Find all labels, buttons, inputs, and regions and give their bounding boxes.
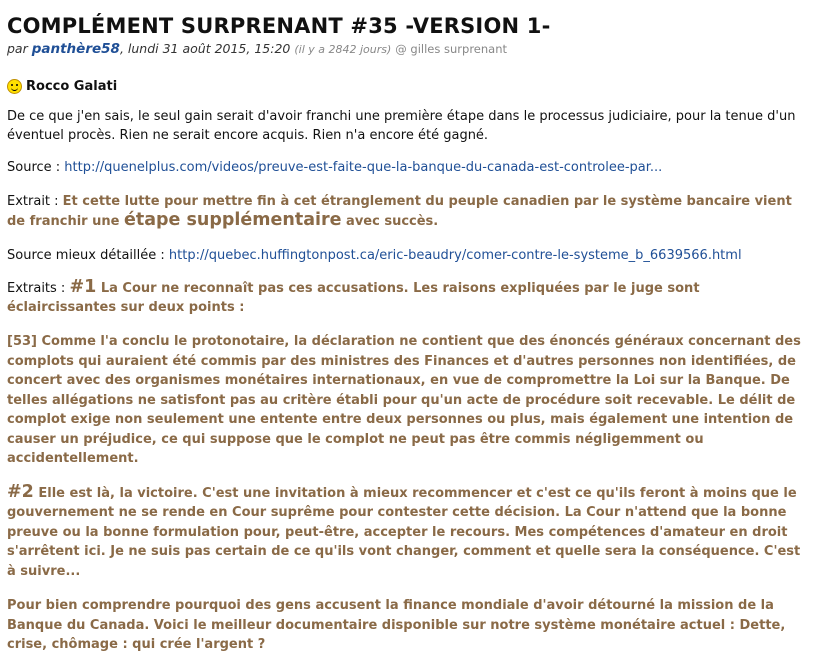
source-label: Source : bbox=[7, 160, 65, 175]
post-age: (il y a 2842 jours) bbox=[294, 43, 392, 56]
extraits-label: Extraits : bbox=[7, 281, 70, 296]
victory-text: Elle est là, la victoire. C'est une invitation à mieux recommencer et c'est ce qu'ils feront à moins que le gouvernement ne se rende en Cour suprême pour contester cette décision. La Cour n'attend que la bonne preuve ou la bonne formulation pour, peut-être, accepter le recours. Mes compétences d'amateur en droit s'arrêtent ici. Je ne suis pas certain de ce qu'ils vont changer, comment et quelle sera la conséquence. C'est à suivre... bbox=[7, 485, 801, 579]
smiley-icon bbox=[7, 79, 22, 94]
source2-label: Source mieux détaillée : bbox=[7, 248, 169, 263]
post-title: COMPLÉMENT SURPRENANT #35 -VERSION 1- bbox=[7, 14, 551, 38]
extrait-line bbox=[7, 192, 805, 231]
extrait-highlight: étape supplémentaire bbox=[123, 210, 342, 230]
speaker-name: Rocco Galati bbox=[26, 79, 118, 94]
court-quote: [53] Comme l'a conclu le protonotaire, la déclaration ne contient que des énoncés généraux concernant des complots qui auraient été commis par des ministres des Finances et d'autres personnes non identifiées, de concert avec des organismes monétaires internationaux, en vue de compromettre la Loi sur la Banque. De telles allégations ne satisfont pas au critère établi pour qu'un acte de procédure soit recevable. Le délit de complot exige non seulement une entente entre deux personnes ou plus, mais également une intention de causer un préjudice, ce qui suppose que le complot ne peut pas être commis négligemment ou accidentellement. bbox=[7, 334, 801, 466]
source-line bbox=[7, 158, 805, 177]
extraits-line bbox=[7, 278, 805, 317]
point-two-number: #2 bbox=[7, 481, 34, 502]
post-tag: @ gilles surprenant bbox=[395, 42, 508, 56]
extrait-text-a: Et cette lutte pour mettre fin à cet étranglement du peuple canadien par le système bancaire vient de franchir une bbox=[7, 194, 792, 229]
author-link[interactable]: panthère58 bbox=[31, 41, 120, 57]
paragraph-documentary: Pour bien comprendre pourquoi des gens accusent la finance mondiale d'avoir détourné la mission de la Banque du Canada. Voici le meilleur documentaire disponible sur notre système monétaire actuel : Dette, crise, chômage : qui crée l'argent ? bbox=[7, 598, 786, 652]
extrait-text-b: avec succès. bbox=[341, 214, 439, 229]
source-link[interactable]: http://quenelplus.com/videos/preuve-est-faite-que-la-banque-du-canada-est-controlee-par... bbox=[64, 160, 663, 175]
source2-link[interactable]: http://quebec.huffingtonpost.ca/eric-beaudry/comer-contre-le-systeme_b_6639566.html bbox=[168, 248, 742, 263]
post-meta bbox=[7, 41, 805, 57]
paragraph-intro: De ce que j'en sais, le seul gain serait d'avoir franchi une première étape dans le processus judiciaire, pour la tenue d'un éventuel procès. Rien ne serait encore acquis. Rien n'a encore été gagné. bbox=[7, 109, 796, 143]
source2-line bbox=[7, 246, 805, 265]
meta-prefix: par bbox=[7, 41, 28, 56]
extraits-text: La Cour ne reconnaît pas ces accusations. Les raisons expliquées par le juge sont éclaircissantes sur deux points : bbox=[7, 281, 700, 315]
post-date: , lundi 31 août 2015, 15:20 bbox=[119, 41, 291, 56]
point-one-number: #1 bbox=[69, 277, 97, 297]
paragraph-victory bbox=[7, 483, 805, 582]
speaker-line bbox=[7, 79, 805, 94]
extrait-label: Extrait : bbox=[7, 194, 63, 209]
